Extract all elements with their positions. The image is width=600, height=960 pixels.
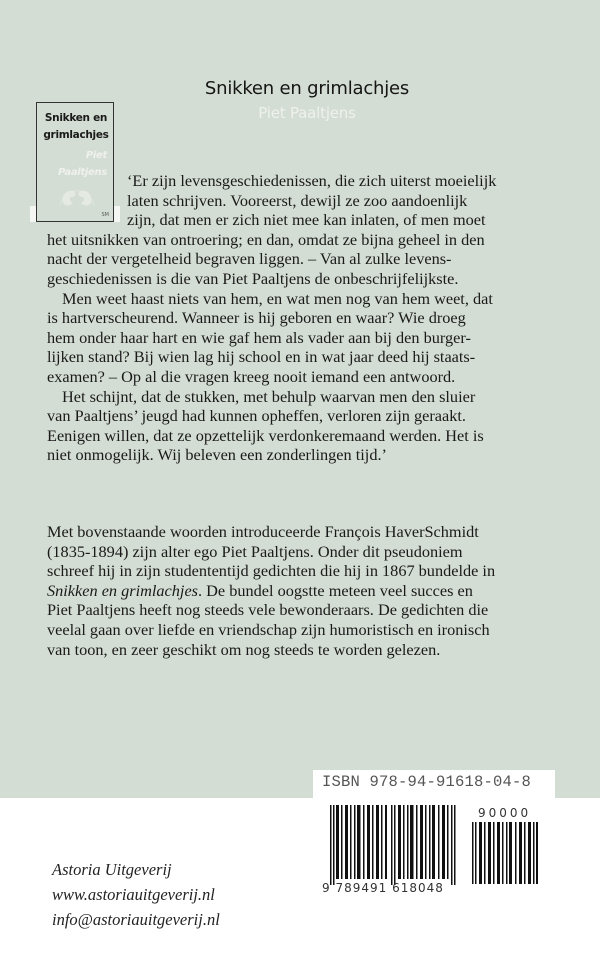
publisher-website: www.astoriauitgeverij.nl [52, 885, 215, 904]
quote-line: niet onmogelijk. Wij beleven een zonderlingen tijd.’ [47, 445, 387, 465]
intro-block [47, 522, 562, 659]
quote-block [47, 171, 562, 465]
quote-line: hem onder haar hart en wie gaf hem als vader aan bij den burger- [47, 327, 471, 347]
thumbnail-title: Snikken en grimlachjes [43, 112, 109, 141]
quote-line: Men weet haast niets van hem, en wat men nog van hem weet, dat [62, 288, 493, 308]
quote-line: geschiedenissen is die van Piet Paaltjens de onbeschrijfelijkste. [47, 268, 459, 288]
publisher-name: Astoria Uitgeverij [52, 860, 172, 879]
intro-line: Snikken en grimlachjes. De bundel oogstte meteen veel succes en [47, 580, 473, 600]
intro-line: veelal gaan over liefde en vriendschap zijn humoristisch en ironisch [47, 619, 490, 639]
quote-line: het uitsnikken van ontroering; en dan, omdat ze bijna geheel in den [47, 229, 485, 249]
addon-barcode-icon [472, 822, 540, 884]
book-title: Snikken en grimlachjes [204, 78, 410, 99]
book-title-italic: Snikken en grimlachjes [47, 580, 199, 600]
quote-line: nacht der vergetelheid begraven liggen. – Van al zulke levens- [47, 249, 452, 269]
quote-line: Eenigen willen, dat ze opzettelijk verdonkeremaand werden. Het is [47, 425, 484, 445]
barcode-icon [330, 805, 460, 885]
intro-line: Piet Paaltjens heeft nog steeds vele bewonderaars. De gedichten die [47, 600, 489, 620]
quote-line: van Paaltjens’ jeugd had kunnen opheffen, verloren zijn geraakt. [47, 406, 466, 426]
book-author: Piet Paaltjens [258, 104, 356, 122]
addon-number: 90000 [478, 806, 532, 820]
quote-line: is hartverscheurend. Wanneer is hij geboren en waar? Wie droeg [47, 308, 466, 328]
quote-line: lijken stand? Bij wien lag hij school en in wat jaar deed hij staats- [47, 347, 476, 367]
publisher-mark: SM [101, 212, 109, 218]
thumbnail-author: Piet Paaltjens [58, 150, 107, 178]
quote-line: zijn, dat men er zich niet mee kan inlaten, of men moet [127, 210, 486, 230]
quote-line: examen? – Op al die vragen kreeg nooit iemand een antwoord. [47, 366, 456, 386]
barcode-number: 9 789491 618048 [322, 881, 444, 895]
quote-line: ‘Er zijn levensgeschiedenissen, die zich uiterst moeielijk [127, 171, 497, 190]
quote-line: Het schijnt, dat de stukken, met behulp waarvan men den sluier [62, 386, 476, 406]
intro-line: (1835-1894) zijn alter ego Piet Paaltjens. Onder dit pseudoniem [47, 541, 463, 561]
intro-line: schreef hij in zijn studententijd gedichten die hij in 1867 bundelde in [47, 561, 496, 581]
intro-line: Met bovenstaande woorden introduceerde François HaverSchmidt [47, 522, 479, 541]
isbn-label: ISBN 978-94-91618-04-8 [322, 773, 532, 791]
quote-line: laten schrijven. Vooreerst, dewijl ze zoo aandoenlijk [127, 190, 468, 210]
publisher-info [52, 857, 220, 932]
publisher-email: info@astoriauitgeverij.nl [52, 910, 220, 929]
intro-line: van toon, en zeer geschikt om nog steeds te worden gelezen. [47, 639, 441, 659]
